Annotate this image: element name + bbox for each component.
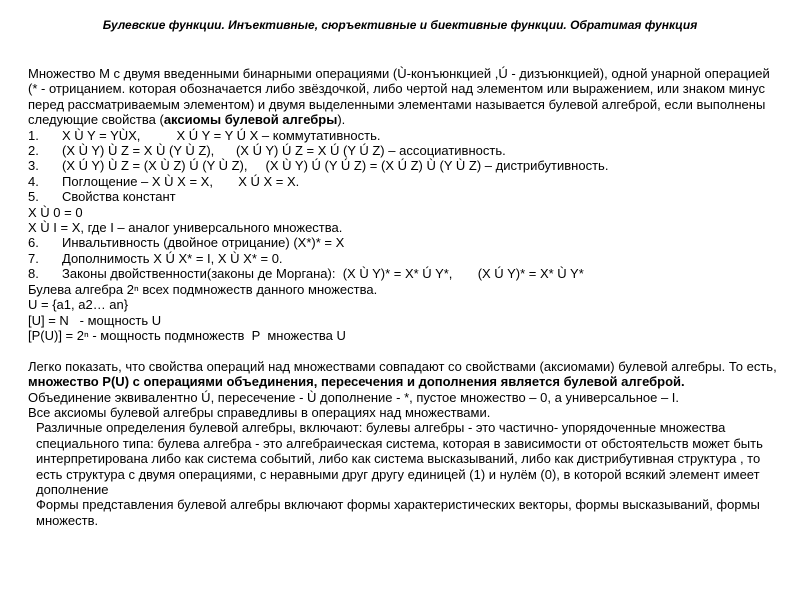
axiom-item bbox=[28, 235, 780, 250]
axiom-item bbox=[28, 128, 780, 143]
intro-paragraph bbox=[28, 66, 780, 128]
axiom-number: 7. bbox=[28, 250, 39, 266]
universe-cardinality: [U] = N - мощность U bbox=[28, 312, 162, 328]
equivalence-paragraph: Объединение эквивалентно Ú, пересечение - Ù дополнение - *, пустое множество – 0, а универсальное – I. bbox=[28, 389, 680, 405]
axiom-number: 8. bbox=[28, 266, 39, 282]
easy-paragraph bbox=[28, 359, 780, 390]
axiom-text: Инвальтивность (двойное отрицание) (X*)* = X bbox=[62, 235, 345, 251]
easy-text: Легко показать, что свойства операций над множествами совпадают со свойствами (аксиомами) булевой алгебры. То есть, bbox=[28, 358, 777, 374]
axiom-number: 1. bbox=[28, 127, 39, 143]
axioms-term: аксиомы булевой алгебры bbox=[163, 112, 338, 128]
universe-set: U = {a1, a2… an} bbox=[28, 297, 129, 313]
constant-rule-1: X Ù 0 = 0 bbox=[28, 204, 83, 220]
constant-rule-2: X Ù I = X, где I – аналог универсального множества. bbox=[28, 220, 343, 236]
axiom-text: Свойства констант bbox=[62, 189, 176, 205]
axiom-text: Дополнимость X Ú X* = I, X Ù X* = 0. bbox=[62, 250, 283, 266]
easy-bold-text: множество P(U) с операциями объединения, пересечения и дополнения является булевой алгеброй. bbox=[28, 374, 685, 390]
axiom-item bbox=[28, 174, 780, 189]
intro-text: Множество М с двумя введенными бинарными операциями (Ù-конъюнкцией ,Ú - дизъюнкцией), одной унарной операцией (* - отрицанием. которая обозначается либо звёздочкой, либо чертой над элементом или выражением, или знаком минус перед рассматриваемым элементом) и двумя выделенными элементами называется булевой алгеброй, если выполнены следующие свойства ( bbox=[28, 66, 770, 128]
axiom-text: X Ù Y = YÙX, X Ú Y = Y Ú X – коммутативность. bbox=[62, 127, 381, 143]
spacer bbox=[28, 343, 780, 358]
axiom-text: Законы двойственности(законы де Моргана): (X Ù Y)* = X* Ú Y*, (X Ú Y)* = X* Ù Y* bbox=[62, 266, 584, 282]
axiom-item bbox=[28, 266, 780, 281]
axiom-item bbox=[28, 251, 780, 266]
axiom-item bbox=[28, 158, 780, 173]
axiom-text: (X Ú Y) Ù Z = (X Ù Z) Ú (Y Ù Z), (X Ù Y) Ú (Y Ú Z) = (X Ú Z) Ù (Y Ù Z) – дистрибутивность. bbox=[62, 158, 609, 174]
axiom-text: Поглощение – X Ù X = X, X Ú X = X. bbox=[62, 173, 300, 189]
axiom-number: 3. bbox=[28, 158, 39, 174]
powerset-cardinality: [P(U)] = 2ⁿ - мощность подмножеств P множества U bbox=[28, 327, 346, 343]
axiom-number: 5. bbox=[28, 189, 39, 205]
axiom-number: 2. bbox=[28, 143, 39, 159]
axiom-item bbox=[28, 143, 780, 158]
slide-body bbox=[28, 66, 780, 528]
forms-paragraph: Формы представления булевой алгебры включают формы характеристических векторы, формы высказываний, формы множеств. bbox=[36, 497, 760, 528]
axiom-text: (X Ù Y) Ù Z = X Ù (Y Ù Z), (X Ú Y) Ú Z = X Ú (Y Ú Z) – ассоциативность. bbox=[62, 143, 506, 159]
slide-title: Булевские функции. Инъективные, сюръективные и биективные функции. Обратимая функция bbox=[102, 18, 698, 32]
all-axioms-line: Все аксиомы булевой алгебры справедливы в операциях над множествами. bbox=[28, 404, 491, 420]
intro-end: ). bbox=[337, 112, 346, 128]
axiom-number: 6. bbox=[28, 235, 39, 251]
axiom-number: 4. bbox=[28, 173, 39, 189]
boolean-algebra-line: Булева алгебра 2ⁿ всех подмножеств данного множества. bbox=[28, 281, 378, 297]
axiom-item bbox=[28, 189, 780, 204]
definitions-paragraph: Различные определения булевой алгебры, включают: булевы алгебры - это частично- упорядоченные множества специального типа: булева алгебра - это алгебраическая система, которая в зависимости от обстоятельств может быть интерпретирована либо как система событий, либо как система высказываний, либо как дистрибутивная структура , то есть структура с двумя операциями, с неравными друг другу единицей (1) и нулём (0), в которой всякий элемент имеет дополнение bbox=[36, 420, 763, 497]
